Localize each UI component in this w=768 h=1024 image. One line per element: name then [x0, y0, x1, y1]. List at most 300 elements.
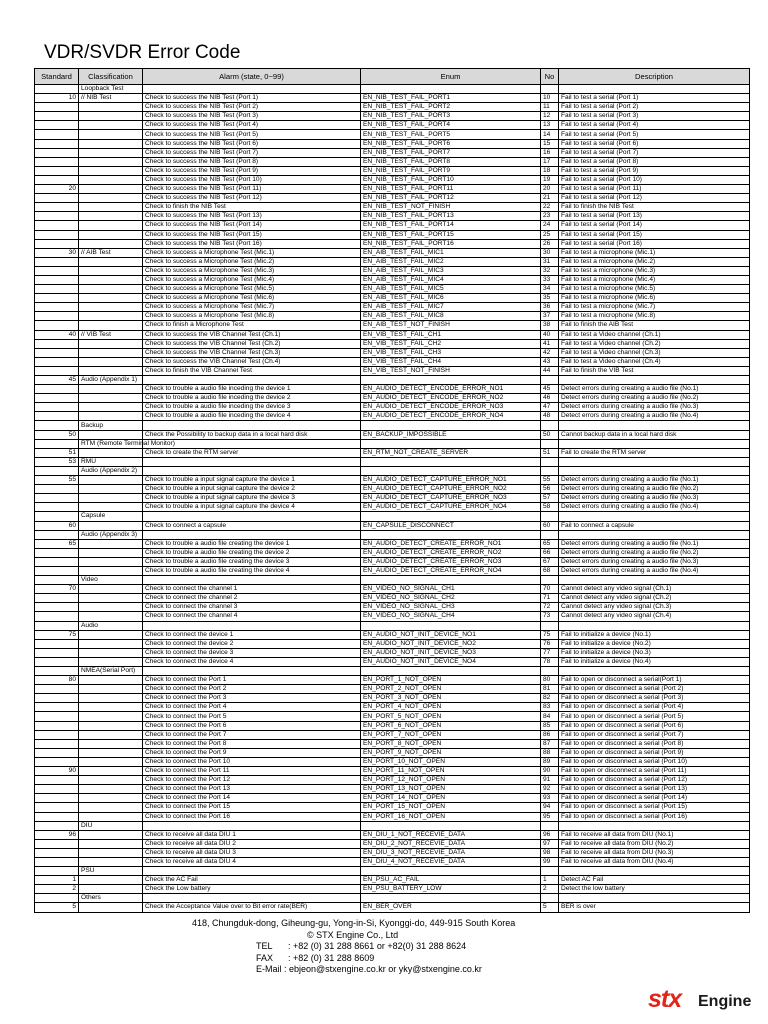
alarm-cell: Check to trouble a audio file creating the device 3	[143, 557, 361, 566]
alarm-cell: Check to success the NIB Test (Port 3)	[143, 112, 361, 121]
enum-cell: EN_PORT_15_NOT_OPEN	[361, 803, 541, 812]
enum-cell: EN_VIB_TEST_FAIL_CH3	[361, 348, 541, 357]
enum-cell: EN_VIB_TEST_FAIL_CH4	[361, 357, 541, 366]
alarm-cell: Check to connect the Port 5	[143, 712, 361, 721]
description-cell: Fail to test a microphone (Mic.1)	[559, 248, 750, 257]
table-row	[35, 476, 750, 485]
description-cell: Detect errors during creating a audio file (No.2)	[559, 485, 750, 494]
classification-cell	[79, 275, 143, 284]
classification-cell	[79, 157, 143, 166]
alarm-cell	[143, 376, 361, 385]
alarm-cell: Check to connect the Port 14	[143, 794, 361, 803]
description-cell: Fail to receive all data from DIU (No.2)	[559, 839, 750, 848]
table-row	[35, 157, 750, 166]
no-cell: 57	[541, 494, 559, 503]
description-cell: Fail to open or disconnect a serial (Port 14)	[559, 794, 750, 803]
no-cell: 50	[541, 430, 559, 439]
enum-cell	[361, 576, 541, 585]
enum-cell	[361, 512, 541, 521]
header-no: No	[541, 69, 559, 85]
table-row	[35, 694, 750, 703]
standard-cell	[35, 485, 79, 494]
description-cell	[559, 457, 750, 466]
alarm-cell: Check to trouble a input signal capture the device 2	[143, 485, 361, 494]
standard-cell: 2	[35, 885, 79, 894]
standard-cell	[35, 512, 79, 521]
standard-cell: 53	[35, 457, 79, 466]
standard-cell	[35, 139, 79, 148]
enum-cell	[361, 667, 541, 676]
table-row	[35, 348, 750, 357]
classification-cell	[79, 476, 143, 485]
enum-cell: EN_NIB_TEST_FAIL_PORT6	[361, 139, 541, 148]
standard-cell	[35, 175, 79, 184]
alarm-cell: Check to success the VIB Channel Test (Ch.1)	[143, 330, 361, 339]
standard-cell	[35, 566, 79, 575]
description-cell	[559, 821, 750, 830]
enum-cell: EN_PORT_12_NOT_OPEN	[361, 776, 541, 785]
description-cell: Fail to initialize a device (No.2)	[559, 639, 750, 648]
table-row	[35, 130, 750, 139]
table-row	[35, 194, 750, 203]
alarm-cell: Check to success a Microphone Test (Mic.4)	[143, 275, 361, 284]
standard-cell	[35, 257, 79, 266]
table-row	[35, 285, 750, 294]
classification-cell: Audio (Appendix 1)	[79, 376, 143, 385]
table-row	[35, 366, 750, 375]
classification-cell	[79, 303, 143, 312]
table-header-row	[35, 69, 750, 85]
enum-cell: EN_NIB_TEST_FAIL_PORT13	[361, 212, 541, 221]
standard-cell	[35, 776, 79, 785]
description-cell: Fail to open or disconnect a serial (Port 9)	[559, 748, 750, 757]
alarm-cell: Check to success the VIB Channel Test (Ch.3)	[143, 348, 361, 357]
enum-cell: EN_AIB_TEST_FAIL_MIC2	[361, 257, 541, 266]
classification-cell	[79, 357, 143, 366]
no-cell: 13	[541, 121, 559, 130]
standard-cell	[35, 421, 79, 430]
enum-cell: EN_AUDIO_DETECT_CAPTURE_ERROR_NO1	[361, 476, 541, 485]
alarm-cell: Check to trouble a audio file inceding the device 4	[143, 412, 361, 421]
table-row	[35, 221, 750, 230]
alarm-cell: Check to connect the Port 1	[143, 676, 361, 685]
classification-cell	[79, 566, 143, 575]
no-cell: 80	[541, 676, 559, 685]
standard-cell	[35, 303, 79, 312]
table-row	[35, 748, 750, 757]
no-cell: 95	[541, 812, 559, 821]
description-cell: Fail to open or disconnect a serial (Port 16)	[559, 812, 750, 821]
alarm-cell: Check to trouble a input signal capture the device 1	[143, 476, 361, 485]
alarm-cell: Check to connect the Port 11	[143, 767, 361, 776]
group-row	[35, 376, 750, 385]
no-cell: 20	[541, 185, 559, 194]
header-description: Description	[559, 69, 750, 85]
enum-cell: EN_NIB_TEST_FAIL_PORT10	[361, 175, 541, 184]
table-row	[35, 594, 750, 603]
description-cell	[559, 530, 750, 539]
enum-cell: EN_AUDIO_DETECT_CAPTURE_ERROR_NO4	[361, 503, 541, 512]
group-row	[35, 821, 750, 830]
no-cell: 46	[541, 394, 559, 403]
classification-cell	[79, 294, 143, 303]
standard-cell	[35, 576, 79, 585]
classification-cell	[79, 657, 143, 666]
table-row	[35, 430, 750, 439]
table-row	[35, 876, 750, 885]
description-cell: Fail to test a serial (Port 9)	[559, 166, 750, 175]
no-cell: 97	[541, 839, 559, 848]
alarm-cell: Check to success the VIB Channel Test (Ch.2)	[143, 339, 361, 348]
no-cell: 70	[541, 585, 559, 594]
alarm-cell: Check to success the VIB Channel Test (Ch.4)	[143, 357, 361, 366]
classification-cell	[79, 739, 143, 748]
enum-cell: EN_PORT_11_NOT_OPEN	[361, 767, 541, 776]
standard-cell	[35, 385, 79, 394]
classification-cell	[79, 321, 143, 330]
table-row	[35, 794, 750, 803]
standard-cell	[35, 894, 79, 903]
standard-cell	[35, 85, 79, 94]
enum-cell: EN_NIB_TEST_FAIL_PORT2	[361, 103, 541, 112]
table-row	[35, 685, 750, 694]
classification-cell	[79, 585, 143, 594]
description-cell: Detect errors during creating a audio file (No.1)	[559, 476, 750, 485]
no-cell: 14	[541, 130, 559, 139]
standard-cell	[35, 603, 79, 612]
classification-cell	[79, 794, 143, 803]
standard-cell	[35, 867, 79, 876]
no-cell: 45	[541, 385, 559, 394]
table-row	[35, 321, 750, 330]
no-cell: 75	[541, 630, 559, 639]
footer-fax-label: FAX	[256, 952, 274, 963]
enum-cell	[361, 867, 541, 876]
alarm-cell	[143, 667, 361, 676]
alarm-cell: Check to success the NIB Test (Port 15)	[143, 230, 361, 239]
alarm-cell: Check to connect the Port 9	[143, 748, 361, 757]
description-cell: Fail to test a microphone (Mic.7)	[559, 303, 750, 312]
description-cell: Detect errors during creating a audio file (No.2)	[559, 548, 750, 557]
table-row	[35, 721, 750, 730]
description-cell: Detect errors during creating a audio file (No.4)	[559, 566, 750, 575]
standard-cell	[35, 312, 79, 321]
description-cell	[559, 867, 750, 876]
description-cell	[559, 512, 750, 521]
description-cell: Fail to receive all data from DIU (No.3)	[559, 848, 750, 857]
enum-cell: EN_AUDIO_NOT_INIT_DEVICE_NO3	[361, 648, 541, 657]
no-cell: 19	[541, 175, 559, 184]
classification-cell	[79, 848, 143, 857]
enum-cell: EN_NIB_TEST_FAIL_PORT12	[361, 194, 541, 203]
enum-cell	[361, 821, 541, 830]
alarm-cell: Check to success the NIB Test (Port 10)	[143, 175, 361, 184]
table-row	[35, 612, 750, 621]
description-cell	[559, 376, 750, 385]
no-cell: 24	[541, 221, 559, 230]
alarm-cell	[143, 421, 361, 430]
standard-cell: 20	[35, 185, 79, 194]
no-cell	[541, 894, 559, 903]
enum-cell	[361, 530, 541, 539]
alarm-cell: Check to finish the VIB Channel Test	[143, 366, 361, 375]
classification-cell	[79, 412, 143, 421]
alarm-cell: Check to connect the Port 3	[143, 694, 361, 703]
enum-cell: EN_NIB_TEST_FAIL_PORT14	[361, 221, 541, 230]
enum-cell: EN_NIB_TEST_FAIL_PORT1	[361, 94, 541, 103]
header-enum: Enum	[361, 69, 541, 85]
description-cell: Fail to test a Video channel (Ch.4)	[559, 357, 750, 366]
classification-cell	[79, 485, 143, 494]
group-row	[35, 867, 750, 876]
classification-cell: Audio (Appendix 3)	[79, 530, 143, 539]
description-cell	[559, 85, 750, 94]
group-row	[35, 85, 750, 94]
enum-cell: EN_CAPSULE_DISCONNECT	[361, 521, 541, 530]
no-cell: 86	[541, 730, 559, 739]
enum-cell: EN_DIU_3_NOT_RECEVIE_DATA	[361, 848, 541, 857]
stx-engine-logo	[648, 985, 752, 1016]
table-row	[35, 448, 750, 457]
standard-cell	[35, 648, 79, 657]
classification-cell	[79, 757, 143, 766]
description-cell: Fail to finish the VIB Test	[559, 366, 750, 375]
table-row	[35, 248, 750, 257]
standard-cell	[35, 394, 79, 403]
no-cell: 31	[541, 257, 559, 266]
enum-cell: EN_AUDIO_DETECT_ENCODE_ERROR_NO2	[361, 394, 541, 403]
standard-cell	[35, 239, 79, 248]
classification-cell: PSU	[79, 867, 143, 876]
no-cell: 60	[541, 521, 559, 530]
no-cell: 90	[541, 767, 559, 776]
description-cell: Fail to finish the NIB Test	[559, 203, 750, 212]
footer-company: © STX Engine Co., Ltd	[307, 929, 399, 940]
classification-cell	[79, 403, 143, 412]
enum-cell: EN_PORT_10_NOT_OPEN	[361, 757, 541, 766]
alarm-cell: Check to success a Microphone Test (Mic.2)	[143, 257, 361, 266]
alarm-cell: Check to connect the device 2	[143, 639, 361, 648]
standard-cell: 80	[35, 676, 79, 685]
standard-cell	[35, 412, 79, 421]
standard-cell: 70	[35, 585, 79, 594]
enum-cell	[361, 894, 541, 903]
no-cell: 47	[541, 403, 559, 412]
standard-cell: 75	[35, 630, 79, 639]
table-row	[35, 857, 750, 866]
alarm-cell: Check to success the NIB Test (Port 14)	[143, 221, 361, 230]
enum-cell: EN_AUDIO_DETECT_ENCODE_ERROR_NO4	[361, 412, 541, 421]
no-cell	[541, 466, 559, 475]
enum-cell: EN_NIB_TEST_FAIL_PORT15	[361, 230, 541, 239]
classification-cell: Audio (Appendix 2)	[79, 466, 143, 475]
alarm-cell: Check to trouble a audio file creating the device 4	[143, 566, 361, 575]
alarm-cell: Check to trouble a audio file inceding the device 2	[143, 394, 361, 403]
no-cell: 15	[541, 139, 559, 148]
alarm-cell: Check to connect the Port 15	[143, 803, 361, 812]
classification-cell	[79, 239, 143, 248]
table-row	[35, 339, 750, 348]
table-row	[35, 812, 750, 821]
table-row	[35, 257, 750, 266]
classification-cell	[79, 812, 143, 821]
no-cell: 21	[541, 194, 559, 203]
description-cell: Fail to test a serial (Port 11)	[559, 185, 750, 194]
no-cell: 68	[541, 566, 559, 575]
alarm-cell: Check to receive all data DIU 4	[143, 857, 361, 866]
alarm-cell: Check to trouble a audio file creating the device 2	[143, 548, 361, 557]
classification-cell: Audio	[79, 621, 143, 630]
table-row	[35, 757, 750, 766]
description-cell: Fail to open or disconnect a serial (Port 15)	[559, 803, 750, 812]
description-cell: Detect errors during creating a audio file (No.2)	[559, 394, 750, 403]
table-row	[35, 503, 750, 512]
enum-cell: EN_AUDIO_DETECT_CAPTURE_ERROR_NO2	[361, 485, 541, 494]
alarm-cell: Check to success the NIB Test (Port 16)	[143, 239, 361, 248]
footer-email: E-Mail : ebjeon@stxengine.co.kr or yky@stxengine.co.kr	[256, 964, 482, 974]
description-cell	[559, 421, 750, 430]
no-cell: 66	[541, 548, 559, 557]
classification-cell	[79, 767, 143, 776]
alarm-cell: Check to connect the channel 2	[143, 594, 361, 603]
standard-cell	[35, 839, 79, 848]
no-cell: 44	[541, 366, 559, 375]
standard-cell	[35, 548, 79, 557]
no-cell: 42	[541, 348, 559, 357]
standard-cell	[35, 712, 79, 721]
description-cell: Fail to create the RTM server	[559, 448, 750, 457]
no-cell	[541, 439, 559, 448]
no-cell: 91	[541, 776, 559, 785]
description-cell: Fail to test a serial (Port 14)	[559, 221, 750, 230]
table-row	[35, 303, 750, 312]
standard-cell	[35, 294, 79, 303]
standard-cell	[35, 466, 79, 475]
no-cell: 94	[541, 803, 559, 812]
table-row	[35, 175, 750, 184]
no-cell: 10	[541, 94, 559, 103]
classification-cell	[79, 712, 143, 721]
alarm-cell: Check to connect the Port 12	[143, 776, 361, 785]
alarm-cell: Check to connect the device 1	[143, 630, 361, 639]
enum-cell: EN_PORT_9_NOT_OPEN	[361, 748, 541, 757]
description-cell: Fail to test a serial (Port 13)	[559, 212, 750, 221]
standard-cell	[35, 266, 79, 275]
alarm-cell: Check to success a Microphone Test (Mic.6)	[143, 294, 361, 303]
table-row	[35, 294, 750, 303]
enum-cell: EN_AUDIO_NOT_INIT_DEVICE_NO4	[361, 657, 541, 666]
no-cell: 81	[541, 685, 559, 694]
description-cell: Fail to open or disconnect a serial(Port 1)	[559, 676, 750, 685]
table-row	[35, 230, 750, 239]
standard-cell	[35, 103, 79, 112]
description-cell: Fail to test a microphone (Mic.4)	[559, 275, 750, 284]
classification-cell	[79, 139, 143, 148]
classification-cell	[79, 612, 143, 621]
table-row	[35, 676, 750, 685]
alarm-cell: Check to connect the channel 3	[143, 603, 361, 612]
enum-cell: EN_AUDIO_DETECT_ENCODE_ERROR_NO1	[361, 385, 541, 394]
description-cell: Fail to test a microphone (Mic.6)	[559, 294, 750, 303]
classification-cell	[79, 203, 143, 212]
description-cell: Cannot detect any video signal (Ch.4)	[559, 612, 750, 621]
classification-cell: DIU	[79, 821, 143, 830]
description-cell	[559, 894, 750, 903]
alarm-cell	[143, 867, 361, 876]
enum-cell: EN_AUDIO_DETECT_CREATE_ERROR_NO1	[361, 539, 541, 548]
description-cell: Fail to test a microphone (Mic.2)	[559, 257, 750, 266]
table-row	[35, 839, 750, 848]
alarm-cell: Check to success the NIB Test (Port 12)	[143, 194, 361, 203]
classification-cell	[79, 648, 143, 657]
classification-cell: Capsule	[79, 512, 143, 521]
description-cell: Detect errors during creating a audio file (No.4)	[559, 503, 750, 512]
enum-cell	[361, 85, 541, 94]
classification-cell	[79, 394, 143, 403]
classification-cell	[79, 803, 143, 812]
enum-cell: EN_VIDEO_NO_SIGNAL_CH4	[361, 612, 541, 621]
enum-cell: EN_RTM_NOT_CREATE_SERVER	[361, 448, 541, 457]
no-cell: 72	[541, 603, 559, 612]
alarm-cell: Check to finish the NIB Test	[143, 203, 361, 212]
no-cell	[541, 457, 559, 466]
classification-cell	[79, 130, 143, 139]
description-cell: Cannot detect any video signal (Ch.3)	[559, 603, 750, 612]
enum-cell: EN_AIB_TEST_FAIL_MIC8	[361, 312, 541, 321]
alarm-cell: Check to connect the channel 4	[143, 612, 361, 621]
standard-cell	[35, 857, 79, 866]
standard-cell	[35, 694, 79, 703]
classification-cell	[79, 630, 143, 639]
enum-cell: EN_DIU_2_NOT_RECEVIE_DATA	[361, 839, 541, 848]
standard-cell	[35, 721, 79, 730]
table-row	[35, 566, 750, 575]
enum-cell: EN_BACKUP_IMPOSSIBLE	[361, 430, 541, 439]
classification-cell	[79, 703, 143, 712]
no-cell	[541, 530, 559, 539]
enum-cell: EN_NIB_TEST_FAIL_PORT16	[361, 239, 541, 248]
no-cell: 43	[541, 357, 559, 366]
enum-cell: EN_PORT_3_NOT_OPEN	[361, 694, 541, 703]
enum-cell: EN_AUDIO_DETECT_CREATE_ERROR_NO4	[361, 566, 541, 575]
table-row	[35, 739, 750, 748]
classification-cell	[79, 121, 143, 130]
no-cell: 25	[541, 230, 559, 239]
classification-cell	[79, 348, 143, 357]
classification-cell	[79, 903, 143, 912]
alarm-cell: Check to connect the Port 16	[143, 812, 361, 821]
table-row	[35, 385, 750, 394]
table-row	[35, 485, 750, 494]
standard-cell	[35, 221, 79, 230]
no-cell	[541, 85, 559, 94]
standard-cell: 55	[35, 476, 79, 485]
standard-cell	[35, 667, 79, 676]
table-row	[35, 657, 750, 666]
description-cell: Fail to test a microphone (Mic.5)	[559, 285, 750, 294]
enum-cell: EN_NIB_TEST_FAIL_PORT7	[361, 148, 541, 157]
table-row	[35, 103, 750, 112]
standard-cell	[35, 494, 79, 503]
enum-cell: EN_PSU_BATTERY_LOW	[361, 885, 541, 894]
table-row	[35, 275, 750, 284]
standard-cell	[35, 803, 79, 812]
description-cell: Fail to test a Video channel (Ch.1)	[559, 330, 750, 339]
standard-cell: 90	[35, 767, 79, 776]
footer-tel-label: TEL	[256, 941, 273, 951]
standard-cell	[35, 285, 79, 294]
footer-fax-value: : +82 (0) 31 288 8609	[288, 952, 375, 963]
